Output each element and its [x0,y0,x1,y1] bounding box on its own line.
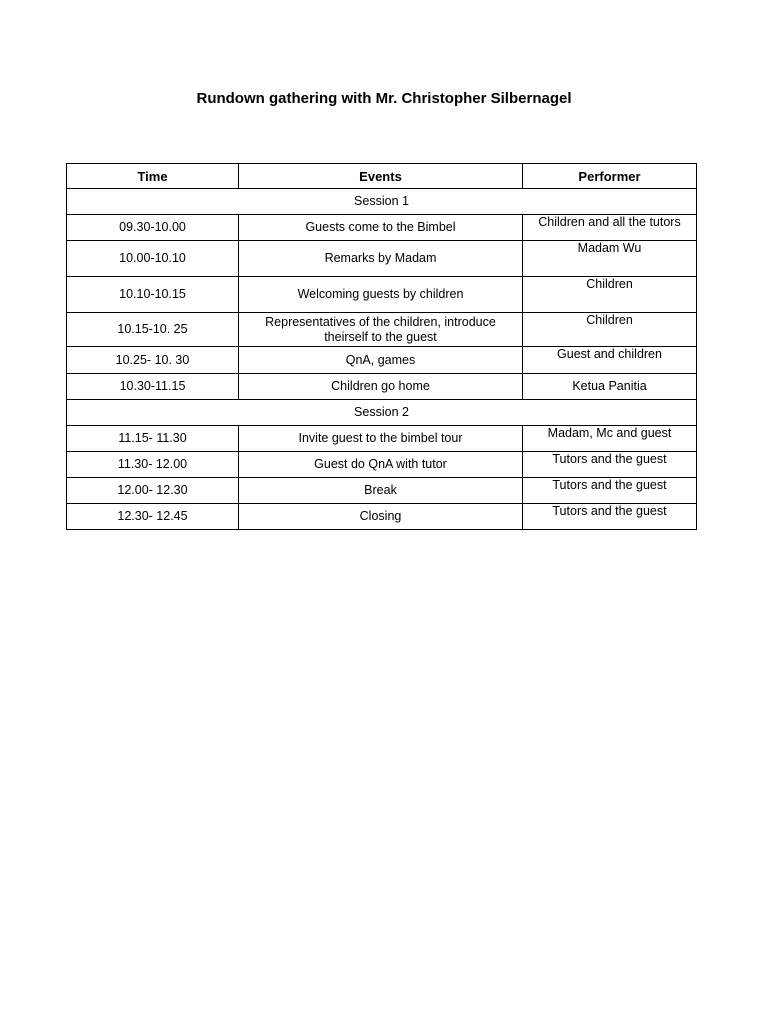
event-cell: Guest do QnA with tutor [239,452,523,478]
performer-cell: Children [523,277,697,313]
event-cell: Guests come to the Bimbel [239,215,523,241]
rundown-table [66,163,697,530]
table-row [67,277,697,313]
event-cell: Closing [239,504,523,530]
time-cell: 10.00-10.10 [67,241,239,277]
event-cell: Invite guest to the bimbel tour [239,426,523,452]
event-cell: Break [239,478,523,504]
document-title: Rundown gathering with Mr. Christopher Silbernagel [196,90,572,107]
performer-cell: Tutors and the guest [523,504,697,530]
performer-cell: Tutors and the guest [523,452,697,478]
event-cell: Children go home [239,374,523,400]
table-row [67,504,697,530]
event-cell: Remarks by Madam [239,241,523,277]
performer-cell: Madam, Mc and guest [523,426,697,452]
table-row [67,374,697,400]
table-row [67,426,697,452]
table-row [67,452,697,478]
session-row [67,189,697,215]
event-cell: QnA, games [239,347,523,374]
event-cell: Welcoming guests by children [239,277,523,313]
performer-cell: Guest and children [523,347,697,374]
time-cell: 10.10-10.15 [67,277,239,313]
performer-cell: Madam Wu [523,241,697,277]
table-row [67,241,697,277]
time-cell: 10.25- 10. 30 [67,347,239,374]
time-cell: 09.30-10.00 [67,215,239,241]
performer-cell: Ketua Panitia [523,374,697,400]
time-cell: 12.00- 12.30 [67,478,239,504]
time-cell: 10.15-10. 25 [67,313,239,347]
table-row [67,478,697,504]
performer-cell: Children [523,313,697,347]
time-cell: 12.30- 12.45 [67,504,239,530]
session-label: Session 1 [67,189,697,215]
event-cell: Representatives of the children, introduce theirself to the guest [239,313,523,347]
table-row [67,313,697,347]
time-cell: 10.30-11.15 [67,374,239,400]
session-row [67,400,697,426]
header-events: Events [239,164,523,189]
performer-cell: Children and all the tutors [523,215,697,241]
performer-cell: Tutors and the guest [523,478,697,504]
session-label: Session 2 [67,400,697,426]
header-performer: Performer [523,164,697,189]
table-header-row [67,164,697,189]
time-cell: 11.30- 12.00 [67,452,239,478]
time-cell: 11.15- 11.30 [67,426,239,452]
table-row [67,215,697,241]
table-row [67,347,697,374]
header-time: Time [67,164,239,189]
